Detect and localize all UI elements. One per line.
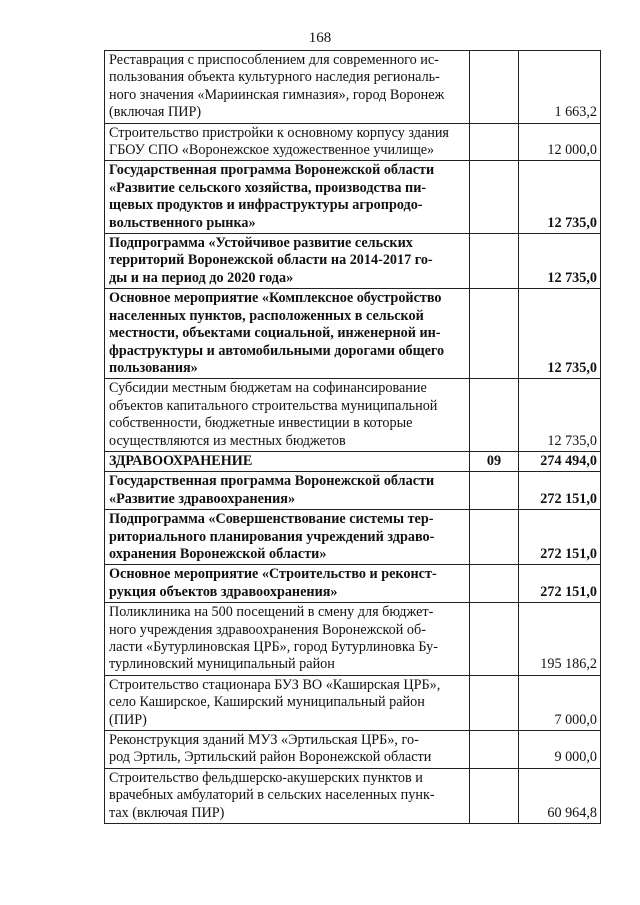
row-sum-cell: 12 735,0 <box>519 379 601 452</box>
row-sum-cell: 12 735,0 <box>519 289 601 379</box>
row-name-cell: Субсидии местным бюджетам на софинансирование объектов капитального строительства муниципальной собственности, бюджетные инвестиции в которые осуществляются из местных бюджетов <box>105 379 470 452</box>
table-row <box>105 123 601 161</box>
row-code-cell <box>470 603 519 676</box>
row-sum-cell: 9 000,0 <box>519 731 601 769</box>
row-name-cell: Реконструкция зданий МУЗ «Эртильская ЦРБ», го- род Эртиль, Эртильский район Воронежской области <box>105 731 470 769</box>
row-code-cell <box>470 565 519 603</box>
table-row <box>105 161 601 234</box>
row-name-cell: Строительство пристройки к основному корпусу здания ГБОУ СПО «Воронежское художественное училище» <box>105 123 470 161</box>
row-code-cell <box>470 510 519 565</box>
row-sum-cell: 7 000,0 <box>519 675 601 730</box>
table-row <box>105 768 601 823</box>
page-number: 168 <box>308 30 332 46</box>
table-row <box>105 289 601 379</box>
row-name-cell: Государственная программа Воронежской области «Развитие сельского хозяйства, производства пи- щевых продуктов и инфраструктуры агропродо- вольственного рынка» <box>105 161 470 234</box>
row-code-cell <box>470 379 519 452</box>
row-name-cell: Строительство стационара БУЗ ВО «Каширская ЦРБ», село Каширское, Каширский муниципальный район (ПИР) <box>105 675 470 730</box>
row-sum-cell: 12 735,0 <box>519 234 601 289</box>
row-sum-cell: 272 151,0 <box>519 510 601 565</box>
row-name-cell: Подпрограмма «Устойчивое развитие сельских территорий Воронежской области на 2014-2017 го- ды и на период до 2020 года» <box>105 234 470 289</box>
row-code-cell: 09 <box>470 451 519 471</box>
row-code-cell <box>470 234 519 289</box>
row-sum-cell: 195 186,2 <box>519 603 601 676</box>
row-sum-cell: 272 151,0 <box>519 472 601 510</box>
row-name-cell: Подпрограмма «Совершенствование системы тер- риториального планирования учреждений здраво- охранения Воронежской области» <box>105 510 470 565</box>
row-name-cell: ЗДРАВООХРАНЕНИЕ <box>105 451 470 471</box>
row-sum-cell: 274 494,0 <box>519 451 601 471</box>
budget-table-body <box>105 51 601 824</box>
row-code-cell <box>470 472 519 510</box>
row-code-cell <box>470 675 519 730</box>
row-code-cell <box>470 123 519 161</box>
row-code-cell <box>470 289 519 379</box>
table-row <box>105 510 601 565</box>
table-row <box>105 234 601 289</box>
row-sum-cell: 272 151,0 <box>519 565 601 603</box>
row-name-cell: Реставрация с приспособлением для современного ис- пользования объекта культурного наследия региональ- ного значения «Мариинская гимназия», город Воронеж (включая ПИР) <box>105 51 470 124</box>
table-row <box>105 675 601 730</box>
row-name-cell: Государственная программа Воронежской области «Развитие здравоохранения» <box>105 472 470 510</box>
table-row <box>105 603 601 676</box>
table-row <box>105 379 601 452</box>
table-row <box>105 472 601 510</box>
row-name-cell: Основное мероприятие «Комплексное обустройство населенных пунктов, расположенных в сельской местности, объектами социальной, инженерной ин- фраструктуры и автомобильными дорогами общего пользования» <box>105 289 470 379</box>
row-code-cell <box>470 161 519 234</box>
row-name-cell: Строительство фельдшерско-акушерских пунктов и врачебных амбулаторий в сельских населенных пунк- тах (включая ПИР) <box>105 768 470 823</box>
row-code-cell <box>470 768 519 823</box>
row-name-cell: Основное мероприятие «Строительство и реконст- рукция объектов здравоохранения» <box>105 565 470 603</box>
table-row <box>105 51 601 124</box>
budget-table <box>104 50 601 824</box>
row-sum-cell: 1 663,2 <box>519 51 601 124</box>
row-code-cell <box>470 731 519 769</box>
table-row <box>105 731 601 769</box>
row-sum-cell: 12 735,0 <box>519 161 601 234</box>
row-code-cell <box>470 51 519 124</box>
table-row <box>105 451 601 471</box>
row-name-cell: Поликлиника на 500 посещений в смену для бюджет- ного учреждения здравоохранения Воронежской об- ласти «Бутурлиновская ЦРБ», город Бутурлиновка Бу- турлиновский муниципальный район <box>105 603 470 676</box>
table-row <box>105 565 601 603</box>
row-sum-cell: 60 964,8 <box>519 768 601 823</box>
row-sum-cell: 12 000,0 <box>519 123 601 161</box>
